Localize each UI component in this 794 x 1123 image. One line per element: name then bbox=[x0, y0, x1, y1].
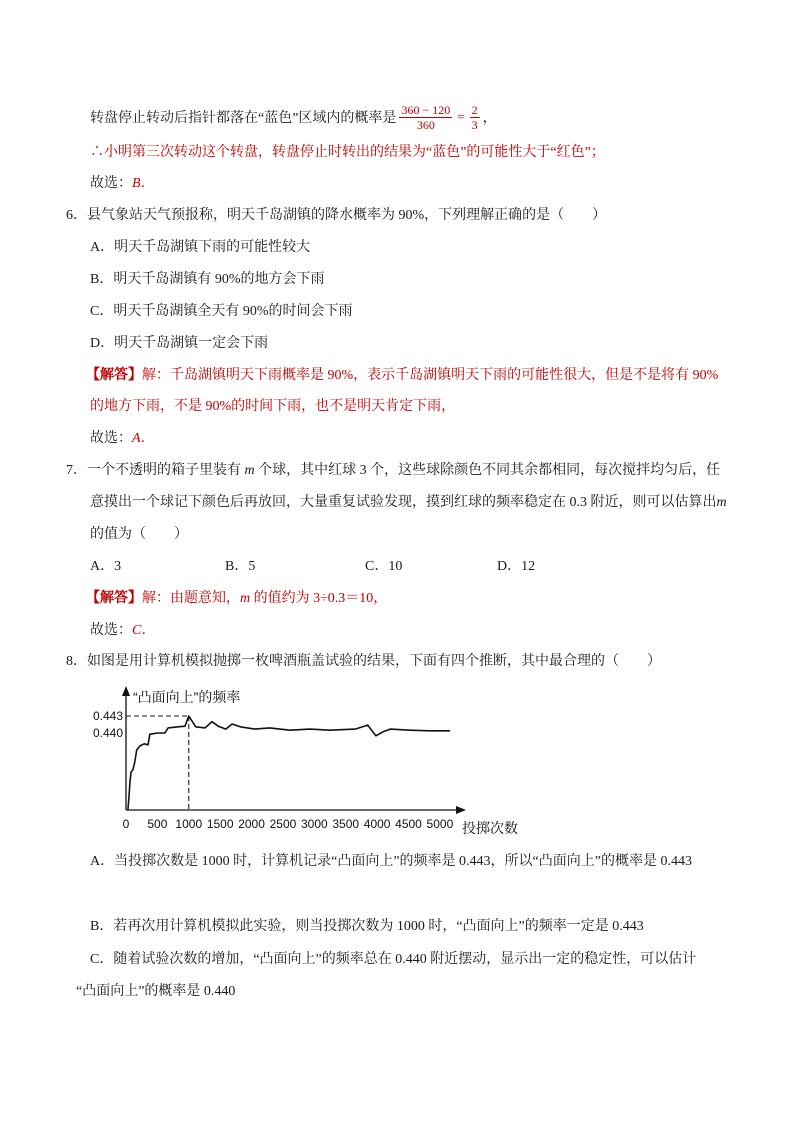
x-tick-label: 2000 bbox=[238, 817, 265, 831]
q6-solution-text-1: 解：千岛湖镇明天下雨概率是 90%，表示千岛湖镇明天下雨的可能性很大，但是不是将有 90% bbox=[142, 368, 719, 383]
q5-result-denominator: 3 bbox=[471, 117, 478, 132]
q5-answer: B． bbox=[132, 176, 155, 191]
frequency-line-chart bbox=[60, 680, 530, 840]
q7-stem-line-3: 的值为（ ） bbox=[90, 527, 188, 542]
x-axis-arrow-icon bbox=[456, 806, 466, 814]
q7-option-d: D．12 bbox=[497, 559, 536, 574]
q5-probability-line bbox=[90, 97, 497, 137]
y-tick-label: 0.440 bbox=[92, 726, 123, 741]
q5-answer-label: 故选： bbox=[90, 176, 132, 191]
q6-option-a: A．明天千岛湖镇下雨的可能性较大 bbox=[90, 240, 311, 255]
q8-option-b: B．若再次用计算机模拟此实验，则当投掷次数为 1000 时，“凸面向上”的频率一定是 0.443 bbox=[90, 919, 644, 934]
q7-stem-text-2: 意摸出一个球记下颜色后再放回，大量重复试验发现，摸到红球的频率稳定在 0.3 附近，则可以估算出 bbox=[90, 495, 717, 510]
q6-option-b: B．明天千岛湖镇有 90%的地方会下雨 bbox=[90, 272, 325, 287]
y-axis-arrow-icon bbox=[122, 686, 130, 696]
frequency-series-line bbox=[128, 716, 450, 810]
x-tick-label: 4000 bbox=[363, 817, 391, 831]
x-tick-label: 2500 bbox=[269, 817, 297, 831]
y-axis-label: “凸面向上”的频率 bbox=[133, 689, 241, 705]
q5-fraction bbox=[399, 103, 452, 132]
q5-equals-sign: = bbox=[457, 109, 465, 124]
x-tick-label: 1500 bbox=[206, 817, 234, 831]
q7-stem-line-2 bbox=[90, 493, 727, 513]
q7-answer: C． bbox=[132, 623, 156, 638]
q7-option-c: C．10 bbox=[365, 559, 403, 574]
q6-option-d: D．明天千岛湖镇一定会下雨 bbox=[90, 336, 269, 351]
chart-series bbox=[128, 716, 450, 810]
q7-variable-m: m bbox=[240, 591, 251, 606]
q7-answer-label: 故选： bbox=[90, 623, 132, 638]
chart-guides bbox=[126, 716, 189, 810]
q6-solution-tag: 【解答】 bbox=[86, 368, 142, 383]
x-tick-label: 3500 bbox=[332, 817, 360, 831]
q7-solution-tag: 【解答】 bbox=[86, 591, 142, 606]
x-axis-label: 投掷次数 bbox=[462, 820, 518, 836]
q7-variable-m: m bbox=[244, 463, 255, 478]
q7-option-a: A．3 bbox=[90, 559, 122, 574]
q8-option-a: A．当投掷次数是 1000 时，计算机记录“凸面向上”的频率是 0.443，所以“凸面向上”的概率是 0.443 bbox=[90, 854, 692, 869]
q5-tail-comma: ， bbox=[482, 111, 497, 126]
q6-answer-label: 故选： bbox=[90, 431, 132, 446]
q5-result-fraction bbox=[470, 103, 480, 132]
q7-option-b: B．5 bbox=[225, 559, 256, 574]
q7-answer-line bbox=[90, 621, 155, 641]
q7-stem-part-2: 个球，其中红球 3 个，这些球除颜色不同其余都相同，每次搅拌均匀后，任 bbox=[254, 463, 721, 478]
y-tick-label: 0.443 bbox=[92, 709, 123, 724]
q7-stem-line-1 bbox=[66, 461, 720, 481]
q6-solution-line-1 bbox=[86, 366, 718, 386]
q6-answer: A． bbox=[132, 431, 155, 446]
x-tick-label: 3000 bbox=[300, 817, 328, 831]
x-tick-label: 0 bbox=[122, 817, 130, 831]
q5-result-numerator: 2 bbox=[471, 102, 478, 117]
q6-solution-line-2: 的地方下雨，不是 90%的时间下雨，也不是明天肯定下雨， bbox=[90, 399, 456, 414]
q8-option-c-continued: “凸面向上”的概率是 0.440 bbox=[76, 984, 236, 999]
q6-stem: 6．县气象站天气预报称，明天千岛湖镇的降水概率为 90%，下列理解正确的是（ ） bbox=[66, 208, 607, 223]
q6-answer-line bbox=[90, 429, 155, 449]
x-tick-label: 500 bbox=[147, 817, 168, 831]
q5-answer-line bbox=[90, 174, 155, 194]
q5-probability-text: 转盘停止转动后指针都落在“蓝色”区域内的概率是 bbox=[90, 111, 397, 126]
q5-fraction-denominator: 360 bbox=[416, 117, 435, 132]
q6-option-c: C．明天千岛湖镇全天有 90%的时间会下雨 bbox=[90, 304, 353, 319]
q7-solution-part-1: 解：由题意知， bbox=[142, 591, 240, 606]
x-tick-label: 5000 bbox=[426, 817, 454, 831]
q7-solution-line bbox=[86, 589, 387, 609]
chart-tick-labels bbox=[93, 709, 454, 831]
x-tick-label: 1000 bbox=[175, 817, 203, 831]
q7-variable-m: m bbox=[716, 495, 727, 510]
q8-option-c: C．随着试验次数的增加，“凸面向上”的频率总在 0.440 附近摆动，显示出一定的稳定性，可以估计 bbox=[90, 952, 697, 967]
q7-solution-part-2: 的值约为 3÷0.3＝10， bbox=[250, 591, 388, 606]
q7-stem-part-1: 7．一个不透明的箱子里装有 bbox=[66, 463, 245, 478]
q8-stem: 8．如图是用计算机模拟抛掷一枚啤酒瓶盖试验的结果，下面有四个推断，其中最合理的（ ） bbox=[66, 654, 661, 669]
q5-conclusion: ∴小明第三次转动这个转盘，转盘停止时转出的结果为“蓝色”的可能性大于“红色”； bbox=[90, 145, 605, 160]
x-tick-label: 4500 bbox=[395, 817, 422, 831]
q5-fraction-numerator: 360 − 120 bbox=[401, 102, 451, 117]
